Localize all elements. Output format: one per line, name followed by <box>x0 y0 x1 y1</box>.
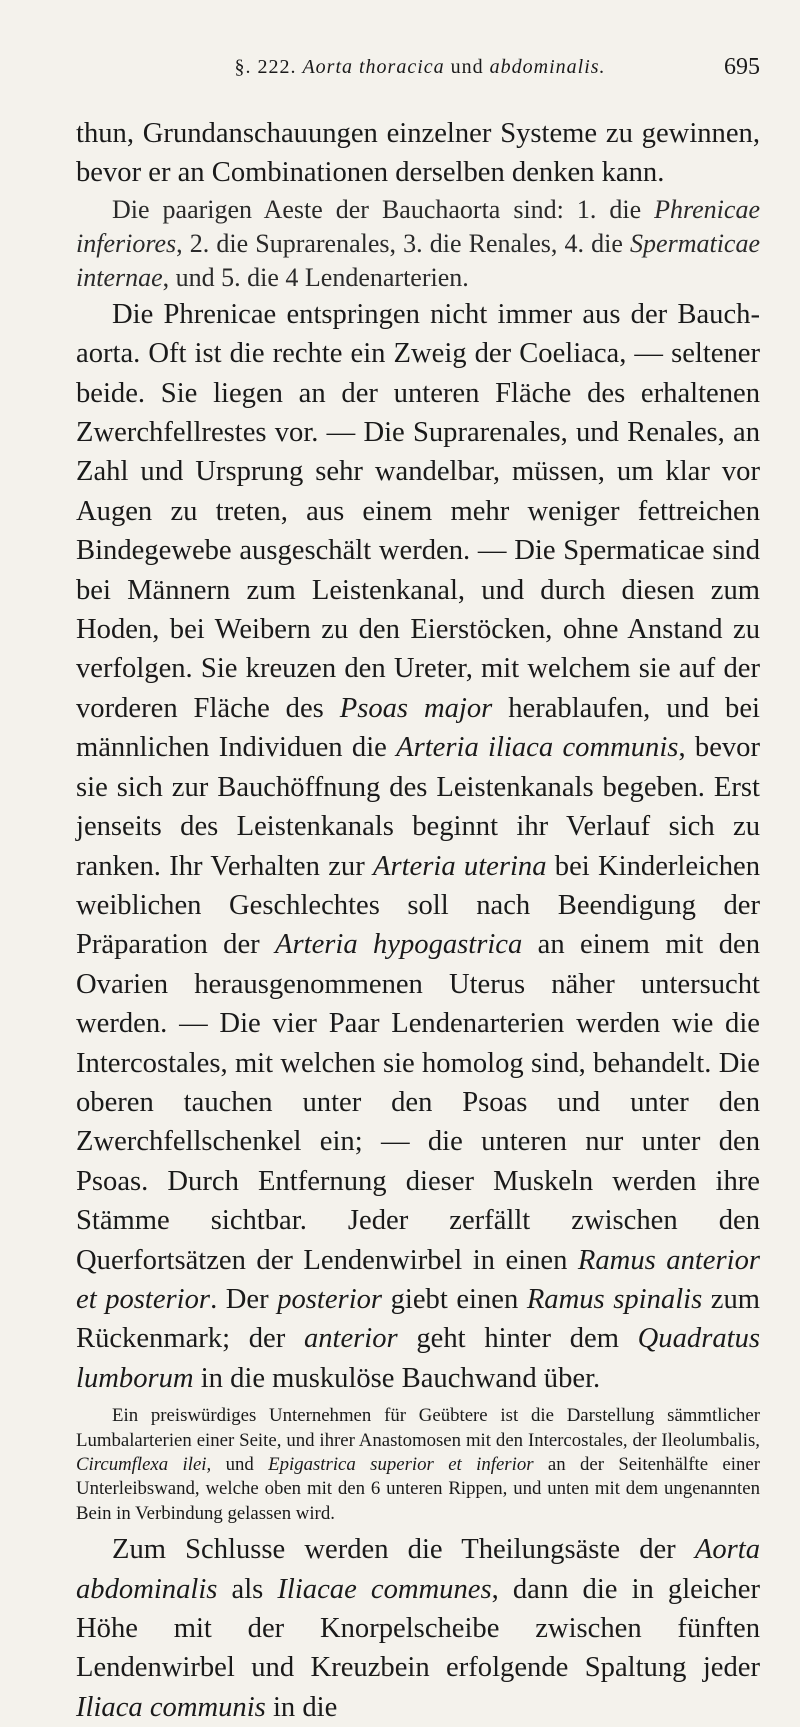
header-title-and: und <box>450 56 484 78</box>
paragraph-2: Die paarigen Aeste der Bauchaorta sind: 1. die Phrenicae inferiores, 2. die Suprarenales, 3. die Renales, 4. die Spermaticae internae, und 5. die 4 Lendenarterien. <box>76 194 760 292</box>
section-number: §. 222. <box>234 56 297 78</box>
running-header <box>80 50 760 90</box>
header-title-b: abdominalis. <box>489 56 606 78</box>
body-text <box>76 114 760 1727</box>
page-number: 695 <box>724 54 760 80</box>
paragraph-3: Die Phrenicae entspringen nicht immer aus der Bauchaorta. Oft ist die rechte ein Zweig der Coeliaca, — seltener beide. Sie liegen an der unteren Fläche des erhaltenen Zwerchfellrestes vor. — Die Suprarenales, und Renales, an Zahl und Ursprung sehr wandelbar, müssen, um klar vor Augen zu treten, aus einem mehr weniger fettreichen Bindegewebe ausgeschält werden. — Die Spermaticae sind bei Männern zum Leistenkanal, und durch diesen zum Hoden, bei Weibern zu den Eierstöcken, ohne Anstand zu verfolgen. Sie kreuzen den Ureter, mit welchem sie auf der vorderen Fläche des Psoas major herablaufen, und bei männlichen Individuen die Arteria iliaca communis, bevor sie sich zur Bauchöffnung des Leistenkanals begeben. Erst jenseits des Leistenkanals beginnt ihr Verlauf sich zu ranken. Ihr Verhalten zur Arteria uterina bei Kinderleichen weiblichen Geschlechtes soll nach Beendigung der Präparation der Arteria hypogastrica an einem mit den Ovarien herausgenommenen Uterus näher untersucht werden. — Die vier Paar Lendenarterien werden wie die Intercostales, mit welchen sie homolog sind, behandelt. Die oberen tauchen unter den Psoas und unter den Zwerchfellschenkel ein; — die unteren nur unter den Psoas. Durch Entfernung dieser Muskeln werden ihre Stämme sichtbar. Jeder zerfällt zwischen den Querfortsätzen der Lendenwirbel in einen Ramus anterior et posterior. Der posterior giebt einen Ramus spinalis zum Rückenmark; der anterior geht hinter dem Quadratus lumborum in die muskulöse Bauchwand über. <box>76 298 761 1394</box>
header-title <box>80 56 760 79</box>
footnote-small-print: Ein preiswürdiges Unternehmen für Geübtere ist die Darstellung sämmtlicher Lumbalarterien einer Seite, und ihrer Anastomosen mit den Intercostales, der Ileolumbalis, Circumflexa ilei, und Epigastrica superior et inferior an der Seitenhälfte einer Unterleibswand, welche oben mit den 6 unteren Rippen, und unten mit dem ungenannten Bein in Verbindung gelassen wird. <box>76 1405 760 1524</box>
header-title-a: Aorta thoracica <box>302 56 445 78</box>
paragraph-4: Zum Schlusse werden die Theilungsäste der Aorta abdominalis als Iliacae communes, dann die in gleicher Höhe mit der Knorpelscheibe zwischen fünften Lendenwirbel und Kreuzbein erfolgende Spaltung jeder Iliaca communis in die <box>76 1534 760 1723</box>
paragraph-1: thun, Grundanschauungen einzelner Systeme zu gewinnen, bevor er an Combinationen derselben denken kann. <box>76 118 760 189</box>
